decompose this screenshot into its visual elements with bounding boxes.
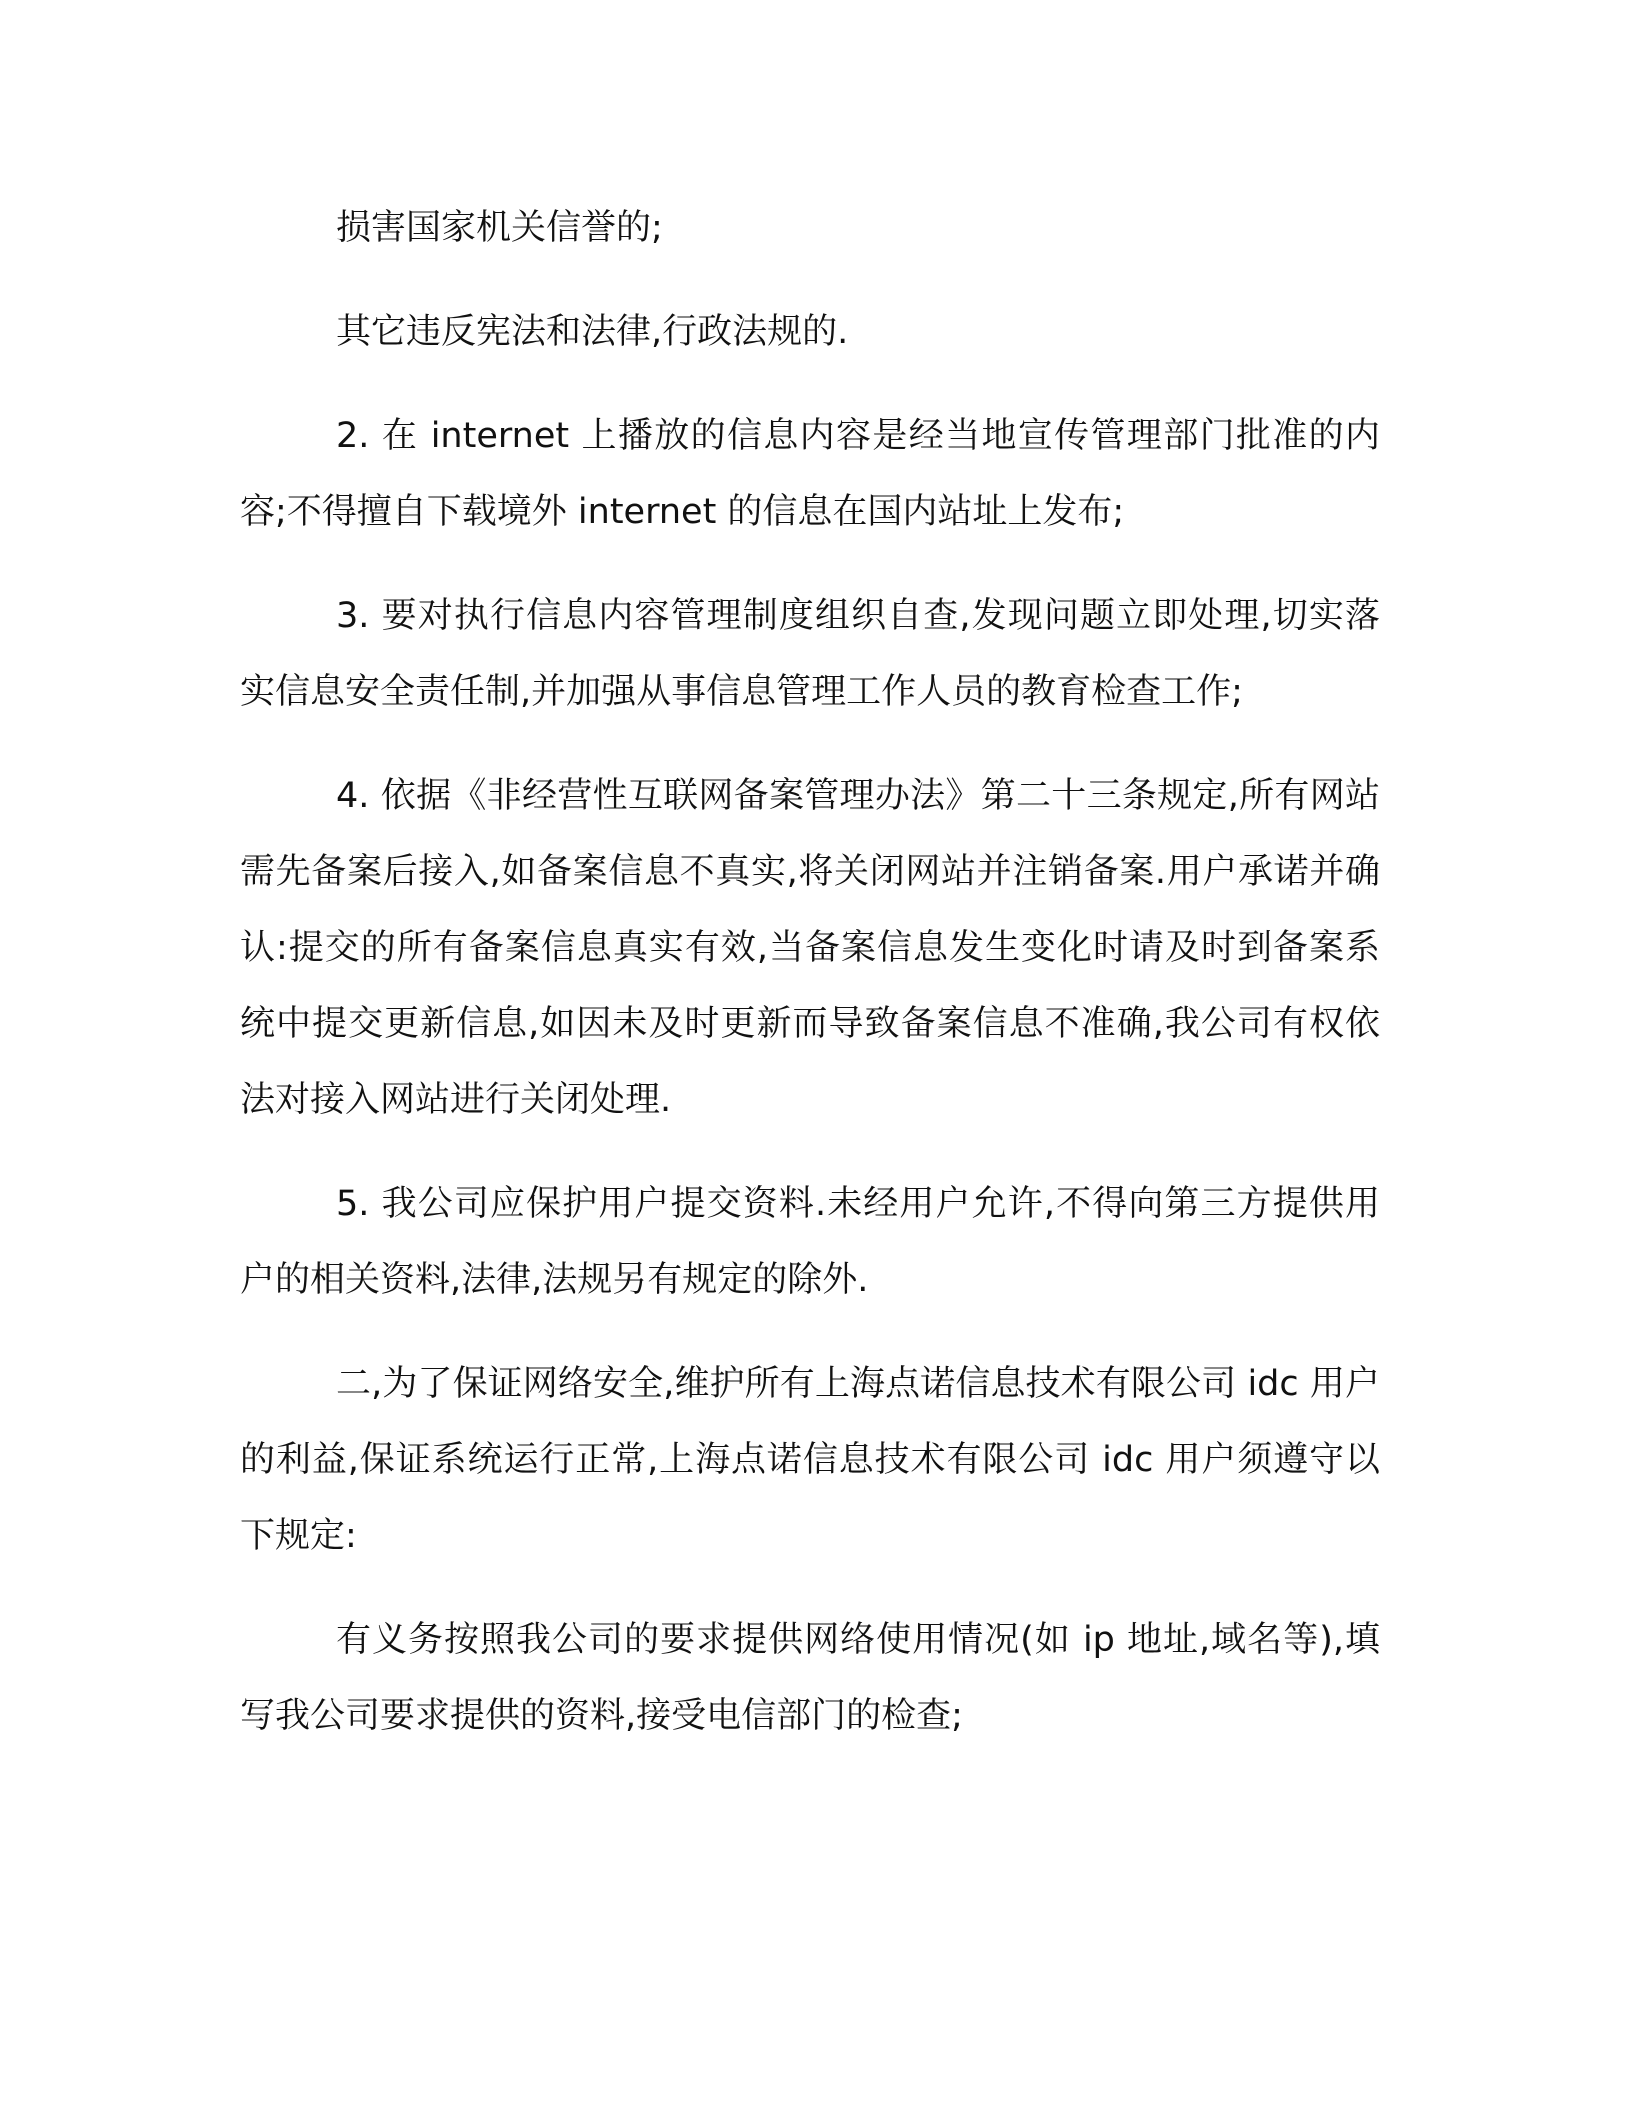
paragraph-section-2: 二,为了保证网络安全,维护所有上海点诺信息技术有限公司 idc 用户的利益,保证系统运行正常,上海点诺信息技术有限公司 idc 用户须遵守以下规定: (240, 1364, 1380, 1556)
paragraph-item-4: 4. 依据《非经营性互联网备案管理办法》第二十三条规定,所有网站需先备案后接入,如备案信息不真实,将关闭网站并注销备案.用户承诺并确认:提交的所有备案信息真实有效,当备案信息发生变化时请及时到备案系统中提交更新信息,如因未及时更新而导致备案信息不准确,我公司有权依法对接入网站进行关闭处理. (240, 776, 1380, 1120)
paragraph-obligation: 有义务按照我公司的要求提供网络使用情况(如 ip 地址,域名等),填写我公司要求提供的资料,接受电信部门的检查; (240, 1620, 1380, 1736)
document-body (240, 190, 1380, 1782)
paragraph-damage-reputation: 损害国家机关信誉的; (336, 208, 663, 248)
paragraph-item-2: 2. 在 internet 上播放的信息内容是经当地宣传管理部门批准的内容;不得擅自下载境外 internet 的信息在国内站址上发布; (240, 416, 1380, 532)
paragraph-other-violations: 其它违反宪法和法律,行政法规的. (336, 312, 849, 352)
paragraph-item-5: 5. 我公司应保护用户提交资料.未经用户允许,不得向第三方提供用户的相关资料,法律,法规另有规定的除外. (240, 1184, 1380, 1300)
paragraph-item-3: 3. 要对执行信息内容管理制度组织自查,发现问题立即处理,切实落实信息安全责任制,并加强从事信息管理工作人员的教育检查工作; (240, 596, 1380, 712)
